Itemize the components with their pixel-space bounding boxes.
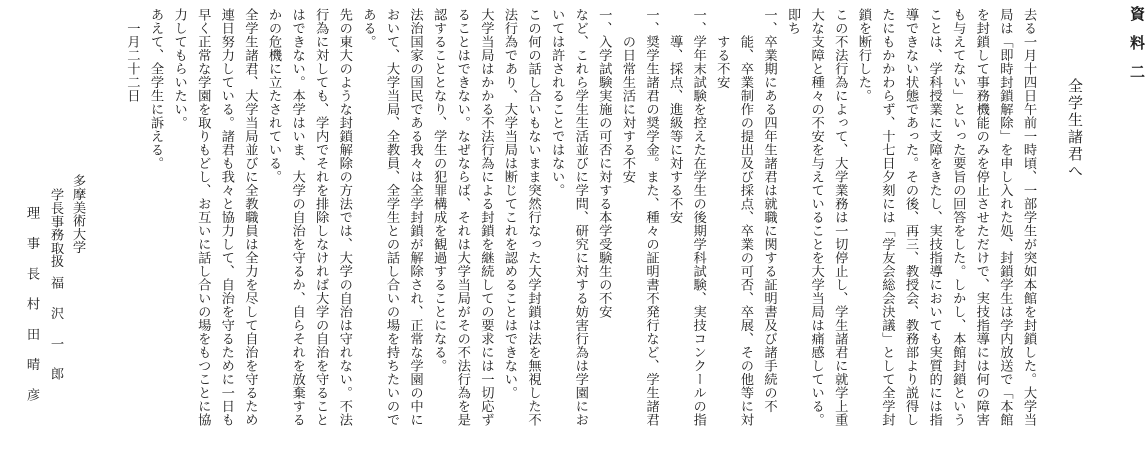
body-line: 法行為であり、大学当局は断じてこれを認めることはできない。 [501,8,517,400]
body-line: おいて、大学当局、全教員、全学生との話し合いの場を持ちたいので [383,8,399,427]
signature-position [49,188,62,397]
body-line: 全学生諸君、大学当局並びに全教職員は全力を尽して自治を守るため [242,8,258,427]
body-line: 力してもらいたい。 [171,8,187,130]
body-line: いては許されることではない。 [549,8,565,197]
document-label: 資料二 [1128,6,1146,93]
signature-school: 多摩美術大学 [70,174,85,254]
document-body [120,8,1040,463]
body-line: など、これら学生生活並びに学問、研究に対する妨害行為は学園にお [572,8,588,427]
body-line: 能、卒業制作の提出及び採点、卒業の可否、卒展、その他等に対 [737,8,753,427]
body-line: たにもかかわらず、十七日夕刻には「学友会総会決議」として全学封 [879,8,895,427]
signature-director [25,206,38,418]
body-line: も与えてない」といった要旨の回答をした。しかし、本館封鎖という [950,8,966,427]
body-line: 行為に対しても、学内でそれを排除しなければ大学の自治を守ること [313,8,329,427]
body-line: かの危機に立たされている。 [266,8,281,184]
body-line: この不法行為によって、大学業務は一切停止し、学生諸君に就学上重 [832,8,848,427]
body-line: 認することとなり、学生の犯罪構成を観過することになる。 [431,8,447,373]
body-line: あえて、全学生に訴える。 [148,8,164,170]
body-line: 鎖を断行した。 [855,8,871,103]
body-line: 先の東大のような封鎖解除の方法では、大学の自治は守れない。不法 [336,8,352,427]
signature-position-name: 福沢一郎 [48,275,63,398]
document-title: 全学生諸君へ [1066,78,1084,180]
body-line: の日常生活に対する不安 [619,8,635,184]
body-line: ことは、学科授業に支障をきたし、実技指導においても実質的には指 [926,8,942,427]
body-line: はできない。本学はいま、大学の自治を守るか、自らそれを放棄する [289,8,305,427]
body-line: 大学当局はかかる不法行為による封鎖を継続しての要求には一切応ず [478,8,494,427]
body-line: 局は「即時封鎖解除」を申し入れた処、封鎖学生は学内放送で「本館 [997,8,1013,427]
body-line: 大な支障と種々の不安を与えていることを大学当局は痛感している。 [808,8,824,427]
body-line: ることはできない。なぜならば、それは大学当局がその不法行為を是 [454,8,470,427]
body-line: ある。 [360,8,376,49]
body-line: 一、卒業期にある四年生諸君は就職に関する証明書及び諸手続の不 [761,8,777,413]
body-line: 一、奨学生諸君の奨学金。また、種々の証明書不発行など、学生諸君 [643,8,659,427]
body-line: 早く正常な学園を取りもどし、お互いに話し合いの場をもつことに協 [195,8,211,427]
body-line: 一月二十二日 [124,8,140,103]
signature-director-name: 村田晴彦 [24,296,39,419]
signature-director-title: 理事長 [24,206,39,297]
body-line: 導できない状態であった。その後、再三、教授会、教務部より説得し [903,8,919,427]
body-line: 一、学年末試験を控えた在学生の後期学科試験、実技コンクールの指 [690,8,706,427]
body-line: 即ち [785,8,801,35]
body-line: 一、入学試験実施の可否に対する本学受験生の不安 [596,8,612,319]
body-line: を封鎖して事務機能のみを停止させただけで、実技指導には何の障害 [973,8,989,427]
body-line: 法治国家の国民である我々は全学封鎖が解除され、正常な学園の中に [407,8,423,427]
body-line: 連日努力している。諸君も我々と協力して、自治を守るために一日も [218,8,234,427]
body-line: 導、採点、進級等に対する不安 [667,8,683,224]
signature-position-text: 学長事務取扱 [48,188,63,268]
body-line: この何の話し合いもないまま突然行なった大学封鎖は法を無視した不 [525,8,541,427]
body-line: 去る一月十四日午前一時頃、一部学生が突如本館を封鎖した。大学当 [1021,8,1036,427]
body-line: する不安 [714,8,730,89]
